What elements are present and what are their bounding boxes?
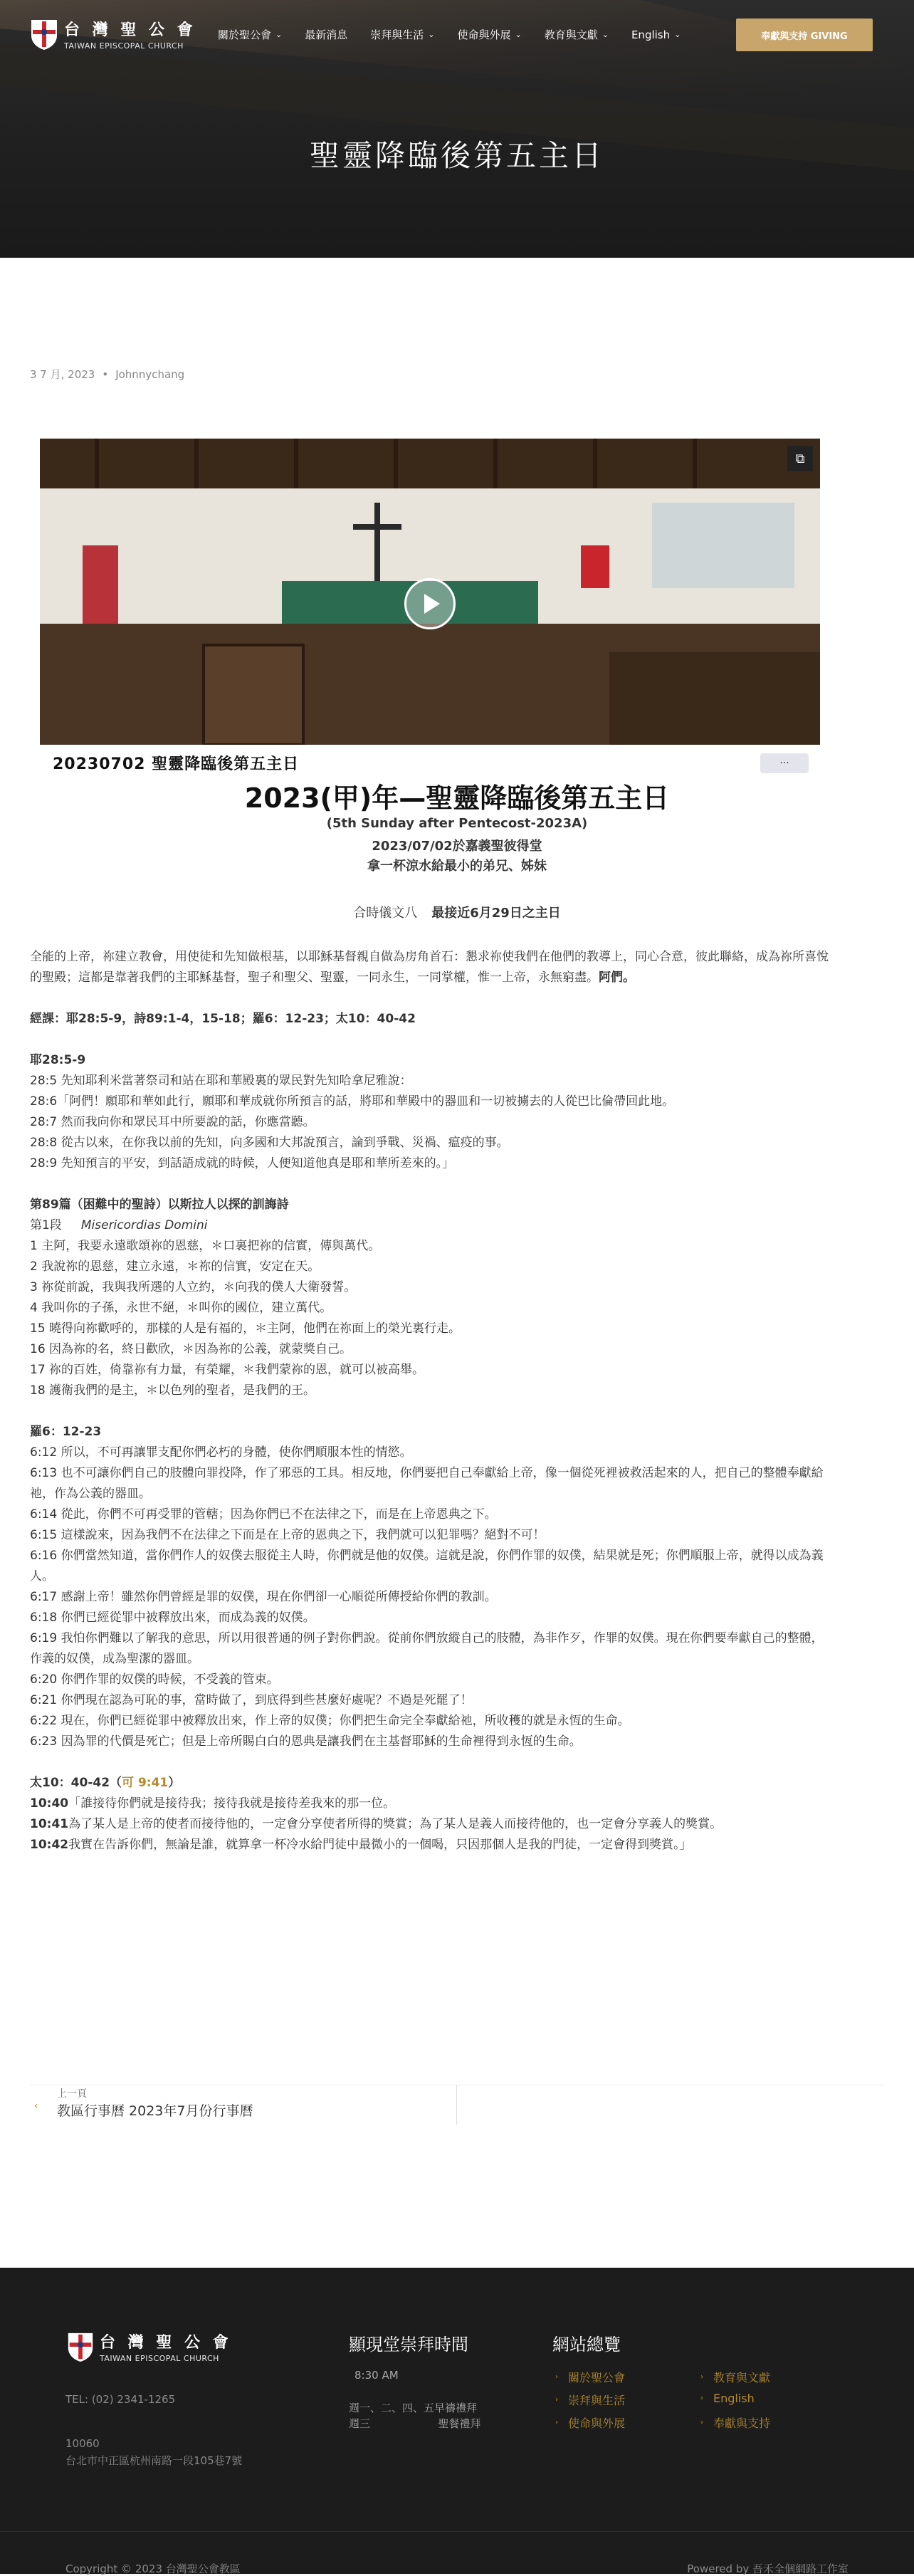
verse-line: 10:42我實在告訴你們，無論是誰，就算拿一杯冷水給門徒中最微小的一個喝，只因那個人是我的門徒，一定會得到獎賞。」 [30,1838,692,1852]
footer-link-mission[interactable]: › 使命與外展 [555,2417,626,2430]
verse-line: 28:7 然而我向你和眾民耳中所要說的話，你應當聽。 [30,1115,315,1129]
footer-link-worship[interactable]: › 崇拜與生活 [555,2394,626,2407]
video-player[interactable] [40,439,820,745]
church-logo-icon [28,17,60,51]
video-caption: 20230702 聖靈降臨後第五主日 [53,755,300,773]
site-header [0,0,914,70]
verse-line: 3 祢從前說，我與我所選的人立約，＊向我的僕人大衛發誓。 [30,1280,357,1294]
chevron-down-icon: ⌄ [602,30,609,39]
chevron-down-icon: ⌄ [275,30,283,39]
verse-line: 6:13 也不可讓你們自己的肢體向罪投降，作了邪惡的工具。相反地，你們要把自己奉獻給上帝，像一個從死裡被救活起來的人，把自己的整體奉獻給祂，作為公義的器皿。 [30,1466,824,1501]
psalm-passage [30,1236,830,1401]
bullet-icon: › [555,2373,558,2381]
site-footer [0,2268,914,2574]
verse-line: 6:14 從此，你們不可再受罪的管轄；因為你們已不在法律之下，而是在上帝恩典之下。 [30,1507,497,1522]
play-button[interactable] [404,578,456,629]
schedule-time: 8:30 AM [354,2369,399,2382]
open-external-icon[interactable]: ⧉ [787,446,813,471]
footer-link-about[interactable]: › 關於聖公會 [555,2371,626,2384]
document-title: 2023(甲)年—聖靈降臨後第五主日 [244,782,670,814]
footer-link-giving[interactable]: › 奉獻與支持 [700,2417,771,2430]
verse-line: 17 祢的百姓，倚靠祢有力量，有榮耀，＊我們蒙祢的恩，就可以被高舉。 [30,1363,425,1377]
footer-address: 台北市中正區杭州南路一段105巷7號 [65,2454,243,2467]
previous-post-link[interactable] [30,2085,457,2125]
chevron-down-icon: ⌄ [428,30,435,39]
footer-zip: 10060 [65,2437,100,2450]
giving-button[interactable]: 奉獻與支持 GIVING [736,19,873,51]
nav-mission[interactable]: 使命與外展 ⌄ [457,28,522,41]
previous-label: 上一頁 [57,2088,87,2100]
cross-reference-link[interactable]: 可 9:41 [122,1776,169,1790]
footer-divider [0,2531,914,2532]
document-theme: 拿一杯涼水給最小的弟兄、姊妹 [367,859,547,874]
verse-line: 16 因為祢的名，終日歡欣，＊因為祢的公義，就蒙獎自己。 [30,1342,352,1356]
bullet-icon: › [555,2396,558,2404]
schedule-weekday: 週一、二、四、五早禱禮拜 [349,2402,478,2414]
footer-logo-subtitle: TAIWAN EPISCOPAL CHURCH [100,2354,219,2363]
bullet-icon: › [555,2419,558,2426]
verse-line: 2 我說祢的恩慈，建立永遠，＊祢的信實，安定在天。 [30,1260,320,1274]
collect-occasion: 最接近6月29日之主日 [431,906,561,921]
video-caption-bar [40,749,820,772]
matthew-heading: 太10：40-42（可 9:41） [30,1776,181,1790]
schedule-wednesday: 週三 聖餐禮拜 [349,2417,481,2430]
footer-link-english[interactable]: › English [700,2392,755,2405]
bullet-icon: › [700,2373,703,2381]
post-author[interactable]: Johnnychang [115,368,185,381]
verse-line: 10:40「誰接待你們就是接待我；接待我就是接待差我來的那一位。 [30,1796,396,1811]
collect-paragraph: 全能的上帝，祢建立教會，用使徒和先知做根基，以耶穌基督親自做為房角首石：懇求祢使我們在他們的教導上，同心合意，彼此聯絡，成為祢所喜悅的聖殿；這都是靠著我們的主耶穌基督，聖子和聖父、聖靈，一同永生，一同掌權，惟一上帝，永無窮盡。阿們。 [30,950,829,985]
verse-line: 6:17 感謝上帝！雖然你們曾經是罪的奴僕，現在你們卻一心順從所傳授給你們的教訓。 [30,1590,497,1604]
chevron-left-icon: ‹ [34,2100,38,2112]
bullet-icon: › [700,2419,703,2426]
verse-line: 1 主阿，我要永遠歌頌祢的恩慈，＊口裏把祢的信實，傳與萬代。 [30,1239,381,1253]
page-title: 聖靈降臨後第五主日 [309,138,604,173]
document-subtitle-date: 2023/07/02於嘉義聖彼得堂 [372,839,542,854]
verse-line: 28:9 先知預言的平安，到話語成就的時候，人便知道他真是耶和華所差來的。」 [30,1156,455,1171]
logo-title: 台 灣 聖 公 會 [64,21,196,39]
post-date: 3 7 月, 2023 [30,368,95,381]
bullet-icon: › [700,2394,703,2402]
hero-banner [0,0,914,258]
verse-line: 6:23 因為罪的代價是死亡；但是上帝所賜白白的恩典是讓我們在主基督耶穌的生命裡得到永恆的生命。 [30,1734,582,1749]
document-subtitle-en: (5th Sunday after Pentecost-2023A) [326,816,588,831]
site-logo[interactable] [28,17,196,51]
more-options-button[interactable]: ··· [760,753,809,773]
footer-phone: TEL: (02) 2341-1265 [65,2393,176,2406]
jeremiah-passage [30,1071,830,1174]
meta-separator: • [102,368,109,381]
psalm-subheading: 第1段 Misericordias Domini [30,1218,208,1232]
jeremiah-heading: 耶28:5-9 [30,1053,86,1067]
nav-news[interactable]: 最新消息 [305,28,348,41]
chevron-down-icon: ⌄ [515,30,522,39]
verse-line: 6:20 你們作罪的奴僕的時候，不受義的管束。 [30,1672,279,1687]
verse-line: 6:12 所以，不可再讓罪支配你們必朽的身體，使你們順服本性的情慾。 [30,1445,412,1460]
logo-subtitle: TAIWAN EPISCOPAL CHURCH [64,41,184,51]
nav-worship[interactable]: 崇拜與生活 ⌄ [370,28,435,41]
post-meta [30,367,184,382]
article-body [30,947,830,1855]
chevron-down-icon: ⌄ [674,30,681,39]
schedule-heading: 顯現堂崇拜時間 [349,2335,468,2355]
verse-line: 15 曉得向祢歡呼的，那樣的人是有福的，＊主阿，他們在祢面上的榮光裏行走。 [30,1321,461,1336]
nav-english[interactable]: English ⌄ [631,28,681,41]
verse-line: 6:18 你們已經從罪中被釋放出來，而成為義的奴僕。 [30,1611,315,1625]
matthew-passage [30,1794,830,1855]
copyright: Copyright © 2023 台灣聖公會教區 [65,2562,241,2575]
verse-line: 28:5 先知耶利米當著祭司和站在耶和華殿裏的眾民對先知哈拿尼雅說： [30,1074,412,1088]
verse-line: 28:8 從古以來，在你我以前的先知，向多國和大邦說預言，論到爭戰、災禍、瘟疫的事。 [30,1136,509,1150]
verse-line: 4 我叫你的子孫，永世不絕，＊叫你的國位，建立萬代。 [30,1301,332,1315]
verse-line: 6:16 你們當然知道，當你們作人的奴僕去服從主人時，你們就是他的奴僕。這就是說，你們作罪的奴僕，結果就是死；你們順服上帝，就得以成為義人。 [30,1549,824,1583]
verse-line: 6:19 我怕你們難以了解我的意思，所以用很普通的例子對你們說。從前你們放縱自己的肢體，為非作歹，作罪的奴僕。現在你們要奉獻自己的整體，作義的奴僕，成為聖潔的器皿。 [30,1631,824,1666]
collect-heading [0,903,914,921]
romans-passage [30,1443,830,1752]
collect-label: 合時儀文八 [353,906,418,921]
nav-about[interactable]: 關於聖公會 ⌄ [218,28,283,41]
verse-line: 18 護衛我們的是主，＊以色列的聖者，是我們的王。 [30,1383,316,1398]
readings-line: 經課：耶28:5-9，詩89:1-4，15-18；羅6：12-23；太10：40-42 [30,1012,416,1026]
psalm-heading: 第89篇（困難中的聖詩）以斯拉人以探的訓誨詩 [30,1198,289,1212]
main-nav [218,27,703,42]
footer-logo-title: 台 灣 聖 公 會 [100,2334,232,2352]
verse-line: 6:21 你們現在認為可恥的事，當時做了，到底得到些甚麼好處呢？不過是死罷了！ [30,1693,473,1707]
verse-line: 6:15 這樣說來，因為我們不在法律之下而是在上帝的恩典之下，我們就可以犯罪嗎？絕對不可！ [30,1528,545,1542]
verse-line: 28:6「阿們！願耶和華如此行，願耶和華成就你所預言的話，將耶和華殿中的器皿和一切被擄去的人從巴比倫帶回此地。 [30,1094,675,1109]
church-logo-icon [65,2330,95,2363]
romans-heading: 羅6：12-23 [30,1425,102,1439]
verse-line: 6:22 現在，你們已經從罪中被釋放出來，作上帝的奴僕；你們把生命完全奉獻給祂，所收穫的就是永恆的生命。 [30,1714,630,1728]
previous-title: 教區行事曆 2023年7月份行事曆 [57,2103,253,2119]
sitemap-heading: 網站總覽 [552,2335,621,2355]
powered-by: Powered by 吾禾全個網路工作室 [687,2562,849,2575]
footer-link-education[interactable]: › 教育與文獻 [700,2371,771,2384]
verse-line: 10:41為了某人是上帝的使者而接待他的，一定會分享使者所得的獎賞；為了某人是義人而接待他的，也一定會分享義人的獎賞。 [30,1817,723,1831]
footer-logo[interactable] [65,2330,232,2363]
nav-education[interactable]: 教育與文獻 ⌄ [544,28,609,41]
